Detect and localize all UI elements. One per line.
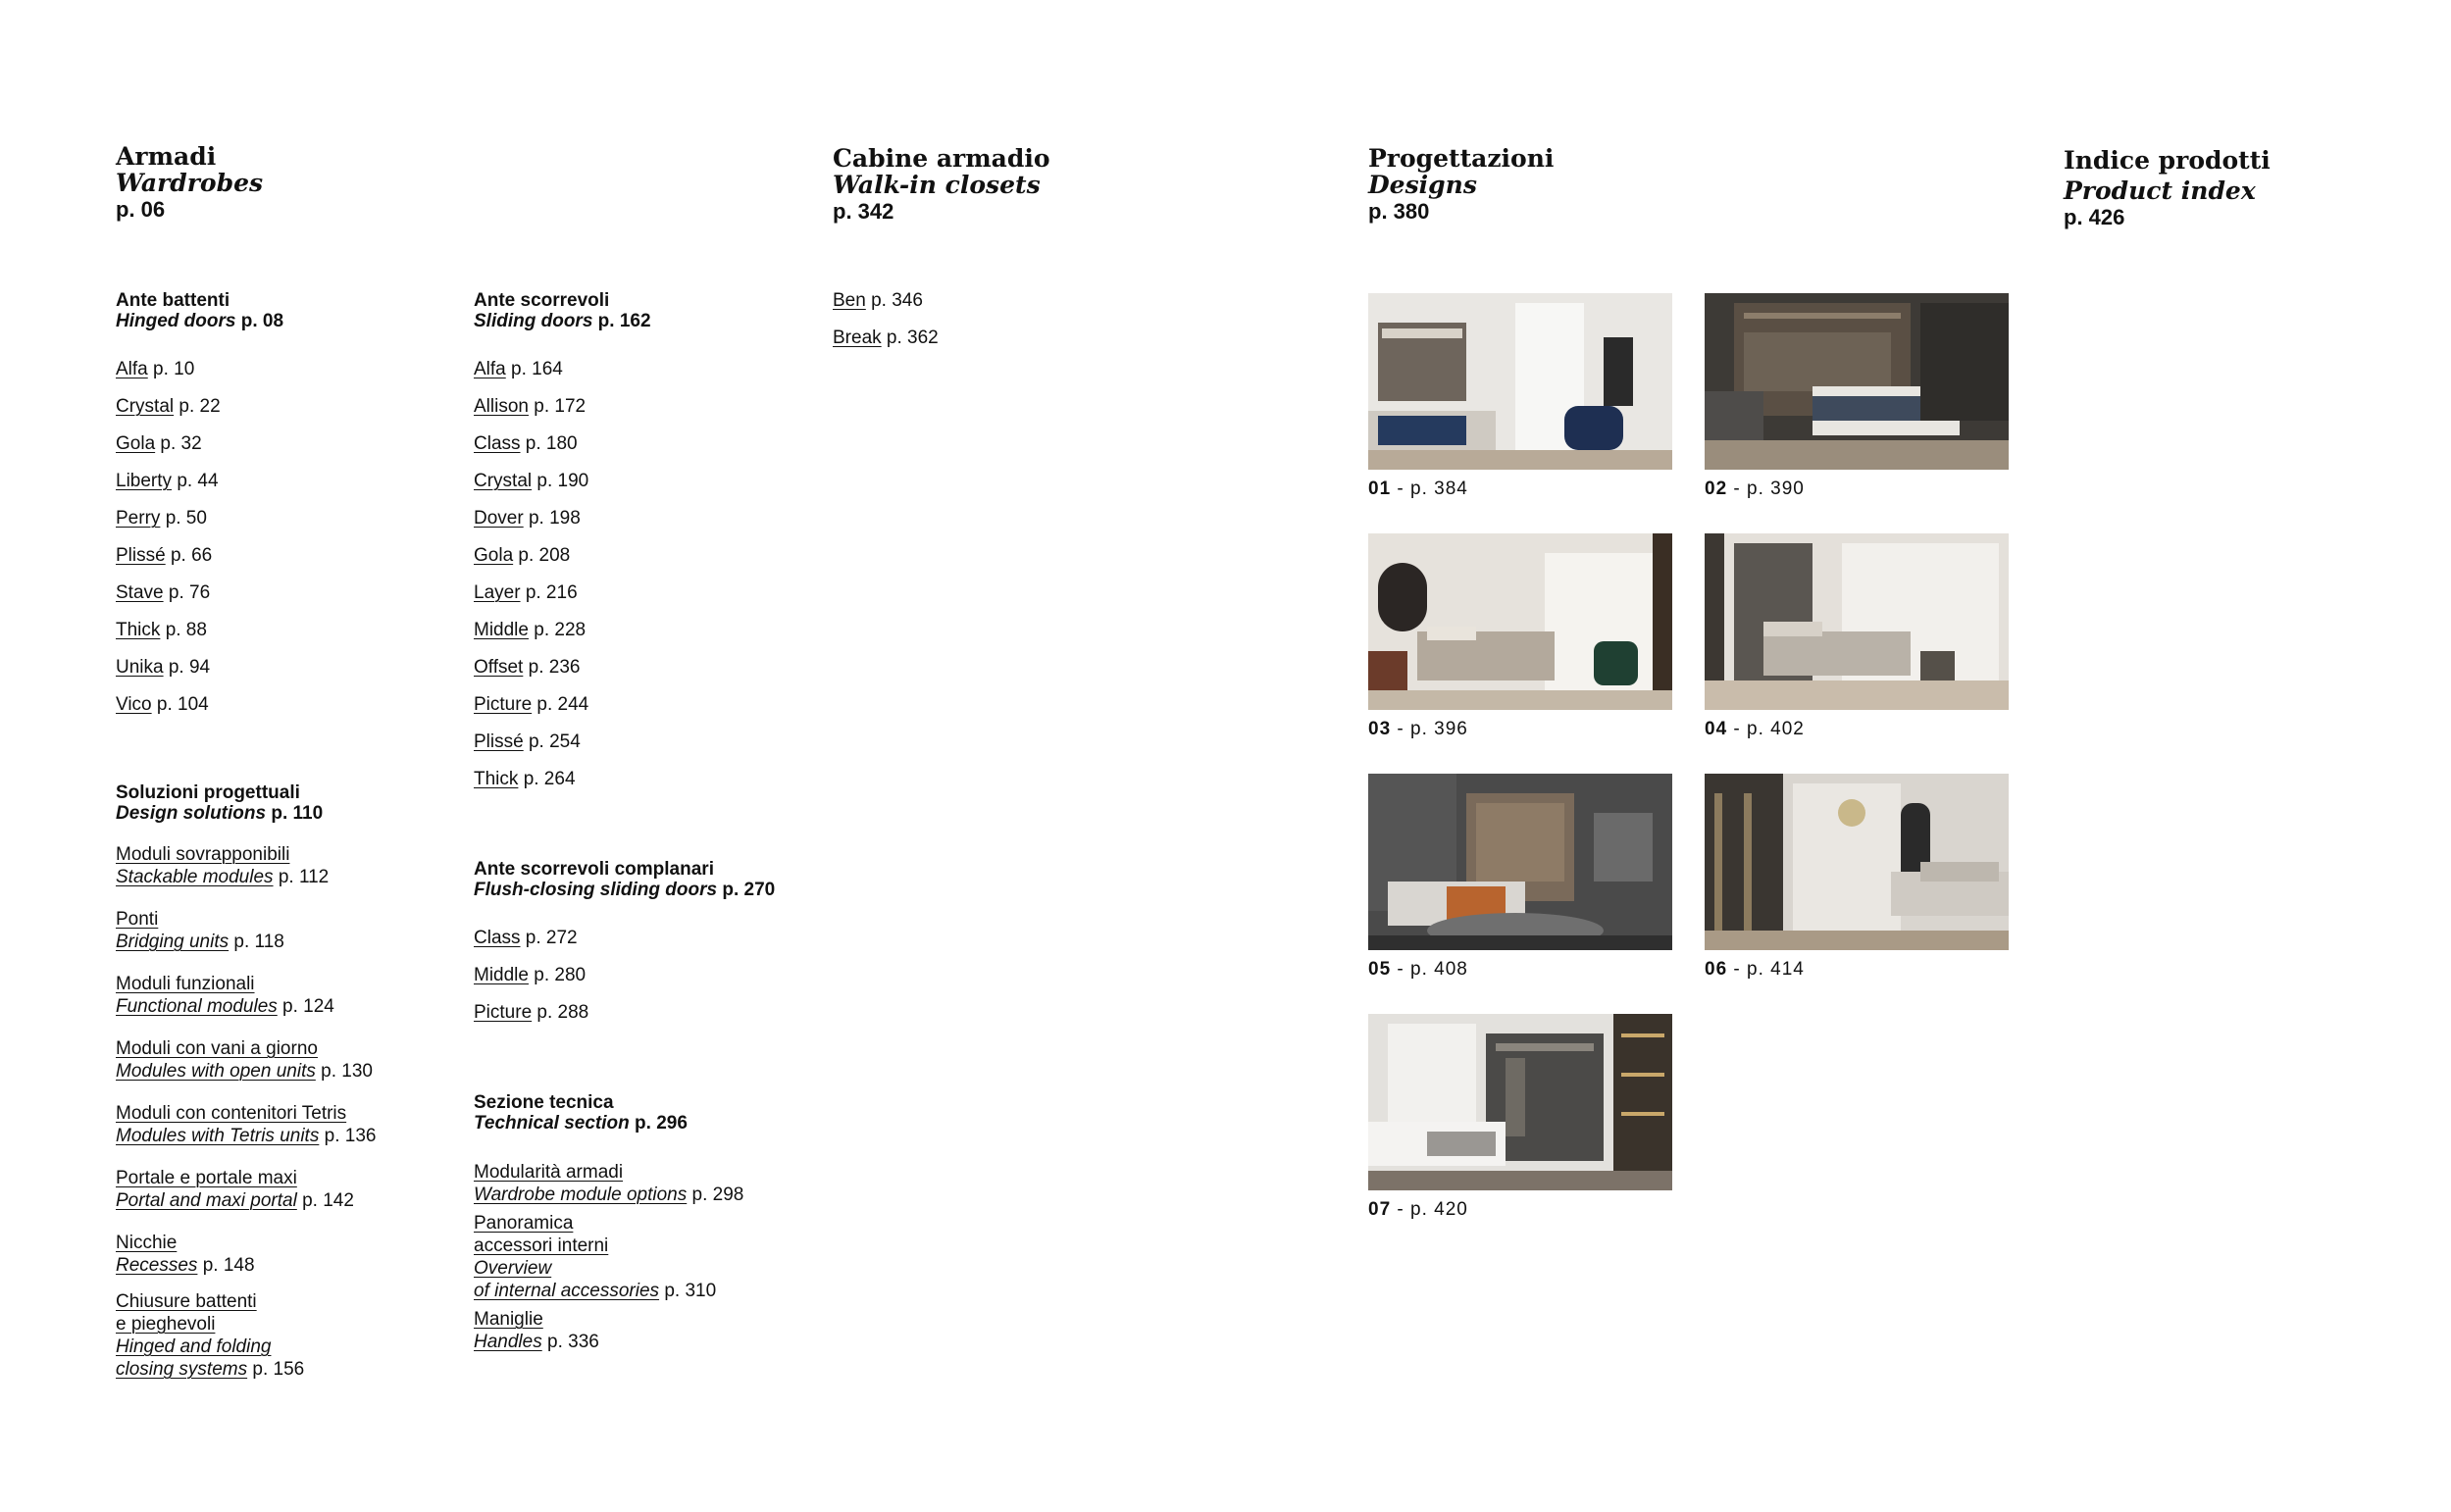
item-link-it[interactable]: Moduli con contenitori Tetris [116, 1103, 347, 1124]
flush-doors-list [474, 920, 588, 1032]
page-ref: p. 76 [168, 582, 211, 603]
list-item [116, 351, 221, 388]
technical-section-heading [474, 1092, 688, 1134]
walkin-list [833, 282, 939, 357]
design-solutions-heading [116, 782, 323, 824]
wardrobes-heading [116, 143, 263, 223]
design-caption-04: 04 - p. 402 [1705, 719, 1805, 739]
item-link-en[interactable]: Wardrobe module options [474, 1184, 688, 1205]
index-page: p. 426 [2064, 205, 2125, 229]
technical-section-title: Sezione tecnica [474, 1092, 614, 1113]
item-link-it[interactable]: Ponti [116, 909, 159, 930]
bedroom-photo-image [1705, 774, 2009, 950]
list-item [474, 575, 588, 612]
page-ref: p. 66 [170, 545, 213, 566]
page-ref: p. 336 [547, 1332, 599, 1352]
design-thumb-01[interactable] [1368, 293, 1672, 470]
page-ref: p. 22 [179, 396, 221, 417]
sliding-doors-page: p. 162 [597, 311, 651, 331]
designs-page: p. 380 [1368, 199, 1430, 224]
bedroom-photo-image [1368, 533, 1672, 710]
list-item [116, 463, 221, 500]
hinged-doors-subtitle: Hinged doors [116, 311, 236, 331]
page-ref: p. 264 [523, 769, 576, 789]
item-link-en[interactable]: Handles [474, 1332, 542, 1352]
bedroom-photo-image [1705, 293, 2009, 470]
page-ref: p. 180 [525, 433, 578, 454]
product-link[interactable]: Allison [474, 396, 529, 417]
page-ref: p. 112 [278, 867, 330, 887]
product-link[interactable]: Alfa [474, 359, 506, 379]
list-item [116, 612, 221, 649]
bedroom-photo-image [1368, 774, 1672, 950]
product-link[interactable]: Picture [474, 694, 533, 715]
design-caption-05: 05 - p. 408 [1368, 959, 1468, 980]
list-item [474, 920, 588, 957]
technical-section-list [474, 1161, 743, 1373]
product-link[interactable]: Ben [833, 290, 866, 311]
wardrobes-subtitle: Wardrobes [116, 169, 264, 197]
flush-doors-heading [474, 859, 775, 900]
item-link-it[interactable]: Chiusure battenti [116, 1291, 257, 1312]
design-solutions-page: p. 110 [271, 803, 324, 824]
wardrobes-title: Armadi [116, 142, 217, 171]
page-ref: p. 148 [202, 1255, 255, 1276]
page-ref: p. 208 [518, 545, 571, 566]
page-ref: p. 272 [525, 928, 578, 948]
product-link[interactable]: Alfa [116, 359, 148, 379]
product-link[interactable]: Middle [474, 620, 529, 640]
design-caption-03: 03 - p. 396 [1368, 719, 1468, 739]
list-item [474, 537, 588, 575]
sliding-doors-subtitle: Sliding doors [474, 311, 593, 331]
list-item [116, 649, 221, 686]
page-ref: p. 156 [252, 1359, 305, 1380]
list-item [116, 426, 221, 463]
list-item [116, 843, 376, 888]
sliding-doors-title: Ante scorrevoli [474, 290, 610, 311]
item-link-en[interactable]: Hinged and folding [116, 1336, 272, 1357]
list-item [474, 500, 588, 537]
design-solutions-subtitle: Design solutions [116, 803, 267, 824]
flush-doors-page: p. 270 [722, 880, 776, 900]
list-item [474, 994, 588, 1032]
page-ref: p. 190 [536, 471, 589, 491]
list-item [474, 724, 588, 761]
page-ref: p. 236 [528, 657, 581, 678]
item-link-en[interactable]: Overview [474, 1258, 552, 1279]
page-ref: p. 32 [160, 433, 202, 454]
product-link[interactable]: Thick [474, 769, 519, 789]
design-thumb-04[interactable] [1705, 533, 2009, 710]
page-ref: p. 244 [536, 694, 589, 715]
list-item [474, 686, 588, 724]
walkin-title: Cabine armadio [833, 144, 1050, 173]
item-link-it[interactable]: accessori interni [474, 1235, 609, 1256]
product-link[interactable]: Plissé [116, 545, 166, 566]
item-link-en[interactable]: Modules with Tetris units [116, 1126, 320, 1146]
list-item [833, 282, 939, 320]
item-link-it[interactable]: Modularità armadi [474, 1162, 624, 1183]
list-item [474, 612, 588, 649]
page-ref: p. 164 [511, 359, 563, 379]
product-link[interactable]: Thick [116, 620, 161, 640]
list-item [474, 1161, 743, 1206]
bedroom-photo-image [1368, 1014, 1672, 1190]
product-link[interactable]: Liberty [116, 471, 173, 491]
design-thumb-06[interactable] [1705, 774, 2009, 950]
list-item [116, 500, 221, 537]
list-item [474, 463, 588, 500]
item-link-it[interactable]: Moduli con vani a giorno [116, 1038, 318, 1059]
designs-subtitle: Designs [1368, 171, 1477, 199]
bedroom-photo-image [1368, 293, 1672, 470]
item-link-it[interactable]: e pieghevoli [116, 1314, 216, 1335]
hinged-doors-list [116, 351, 221, 724]
wardrobes-page: p. 06 [116, 197, 166, 222]
designs-title: Progettazioni [1368, 144, 1555, 173]
item-link-it[interactable]: Nicchie [116, 1233, 178, 1253]
page-ref: p. 10 [153, 359, 195, 379]
list-item [116, 973, 376, 1018]
design-caption-01: 01 - p. 384 [1368, 479, 1468, 499]
design-thumb-07[interactable] [1368, 1014, 1672, 1190]
item-link-en[interactable]: Functional modules [116, 996, 278, 1017]
list-item [116, 575, 221, 612]
item-link-it[interactable]: Portale e portale maxi [116, 1168, 297, 1188]
list-item [116, 686, 221, 724]
hinged-doors-page: p. 08 [240, 311, 284, 331]
item-link-en[interactable]: Bridging units [116, 932, 230, 952]
sliding-doors-heading [474, 290, 651, 331]
page-ref: p. 124 [282, 996, 334, 1017]
product-link[interactable]: Gola [116, 433, 156, 454]
product-link[interactable]: Middle [474, 965, 529, 985]
item-link-it[interactable]: Maniglie [474, 1309, 543, 1330]
product-link[interactable]: Crystal [116, 396, 175, 417]
page-ref: p. 44 [177, 471, 219, 491]
page-ref: p. 104 [156, 694, 209, 715]
list-item [474, 761, 588, 798]
hinged-doors-title: Ante battenti [116, 290, 230, 311]
page-ref: p. 216 [525, 582, 578, 603]
design-thumb-03[interactable] [1368, 533, 1672, 710]
design-caption-02: 02 - p. 390 [1705, 479, 1805, 499]
list-item [474, 351, 588, 388]
flush-doors-title: Ante scorrevoli complanari [474, 859, 714, 880]
item-link-en[interactable]: Portal and maxi portal [116, 1190, 297, 1211]
list-item [474, 1308, 743, 1353]
walkin-page: p. 342 [833, 199, 894, 224]
list-item [116, 1167, 376, 1212]
design-thumb-02[interactable] [1705, 293, 2009, 470]
list-item [474, 388, 588, 426]
list-item [116, 1037, 376, 1083]
product-link[interactable]: Picture [474, 1002, 533, 1023]
index-heading [2064, 145, 2271, 229]
page-ref: p. 136 [324, 1126, 377, 1146]
item-link-en[interactable]: of internal accessories [474, 1281, 660, 1301]
page-ref: p. 94 [168, 657, 211, 678]
index-subtitle: Product index [2064, 176, 2256, 205]
list-item [116, 537, 221, 575]
item-link-en[interactable]: Modules with open units [116, 1061, 316, 1082]
sliding-doors-list [474, 351, 588, 798]
design-solutions-list [116, 843, 376, 1400]
page-ref: p. 288 [536, 1002, 589, 1023]
list-item [474, 957, 588, 994]
design-solutions-title: Soluzioni progettuali [116, 782, 300, 803]
page-ref: p. 362 [886, 328, 939, 348]
product-link[interactable]: Gola [474, 545, 514, 566]
product-link[interactable]: Unika [116, 657, 164, 678]
page-ref: p. 88 [165, 620, 207, 640]
bedroom-photo-image [1705, 533, 2009, 710]
list-item [474, 1212, 743, 1302]
list-item [116, 908, 376, 953]
page-ref: p. 172 [534, 396, 587, 417]
product-link[interactable]: Perry [116, 508, 161, 529]
page-ref: p. 130 [321, 1061, 373, 1082]
page-ref: p. 228 [534, 620, 587, 640]
designs-heading [1368, 145, 1554, 225]
technical-section-page: p. 296 [635, 1113, 688, 1134]
item-link-it[interactable]: Moduli funzionali [116, 974, 255, 994]
list-item [833, 320, 939, 357]
page-ref: p. 142 [302, 1190, 354, 1211]
item-link-it[interactable]: Moduli sovrapponibili [116, 844, 290, 865]
list-item-closing-systems [116, 1290, 376, 1381]
product-link[interactable]: Plissé [474, 731, 524, 752]
product-link[interactable]: Offset [474, 657, 524, 678]
product-link[interactable]: Crystal [474, 471, 533, 491]
item-link-it[interactable]: Panoramica [474, 1213, 574, 1234]
product-link[interactable]: Break [833, 328, 882, 348]
item-link-en[interactable]: Stackable modules [116, 867, 274, 887]
list-item [116, 388, 221, 426]
page-ref: p. 298 [691, 1184, 744, 1205]
walkin-subtitle: Walk-in closets [833, 171, 1041, 199]
product-link[interactable]: Stave [116, 582, 164, 603]
page-ref: p. 346 [871, 290, 923, 311]
list-item [474, 649, 588, 686]
design-caption-06: 06 - p. 414 [1705, 959, 1805, 980]
index-title: Indice prodotti [2064, 146, 2271, 175]
item-link-en[interactable]: Recesses [116, 1255, 198, 1276]
walkin-heading [833, 145, 1050, 225]
page-ref: p. 280 [534, 965, 587, 985]
hinged-doors-heading [116, 290, 283, 331]
design-caption-07: 07 - p. 420 [1368, 1199, 1468, 1220]
product-link[interactable]: Class [474, 928, 521, 948]
list-item [116, 1232, 376, 1277]
item-link-en[interactable]: closing systems [116, 1359, 248, 1380]
technical-section-subtitle: Technical section [474, 1113, 630, 1134]
product-link[interactable]: Vico [116, 694, 152, 715]
page-ref: p. 118 [233, 932, 284, 952]
product-link[interactable]: Dover [474, 508, 524, 529]
page-ref: p. 254 [528, 731, 581, 752]
page-ref: p. 310 [664, 1281, 717, 1301]
page-ref: p. 50 [165, 508, 207, 529]
design-thumb-05[interactable] [1368, 774, 1672, 950]
page-ref: p. 198 [528, 508, 581, 529]
list-item [116, 1102, 376, 1147]
flush-doors-subtitle: Flush-closing sliding doors [474, 880, 718, 900]
product-link[interactable]: Layer [474, 582, 521, 603]
list-item [474, 426, 588, 463]
product-link[interactable]: Class [474, 433, 521, 454]
